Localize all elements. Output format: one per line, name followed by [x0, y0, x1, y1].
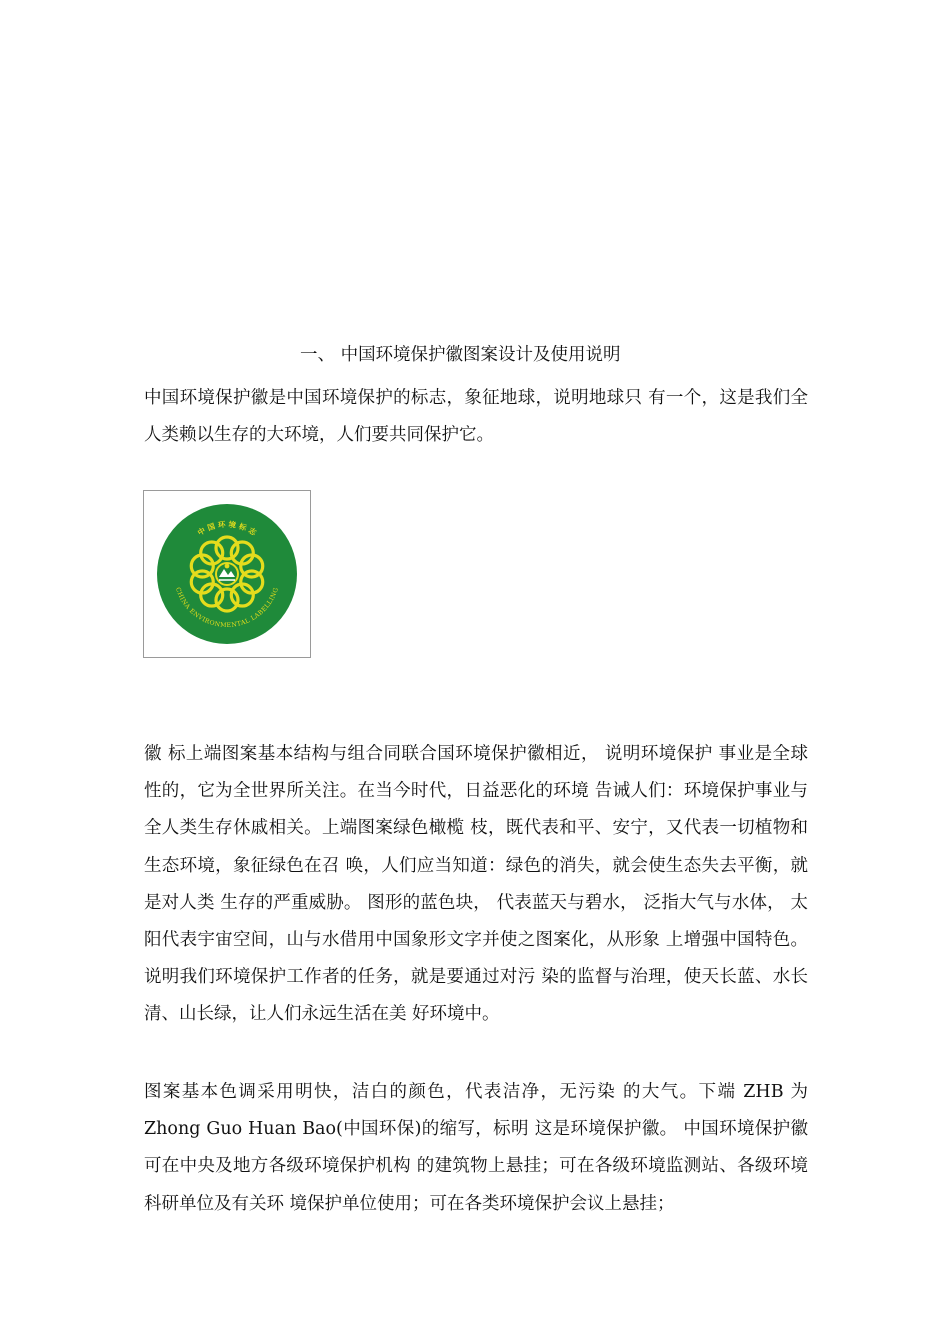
page-title: 一、 中国环境保护徽图案设计及使用说明 — [300, 345, 621, 365]
logo-center-emblem-icon — [216, 563, 238, 585]
environmental-label-logo-frame — [143, 490, 311, 658]
body-paragraph-symbolism: 徽 标上端图案基本结构与组合同联合国环境保护徽相近， 说明环境保护 事业是全球性的，它为全世界所关注。在当今时代，日益恶化的环境 告诫人们：环境保护事业与全人类生存休戚相关。上端图案绿色橄榄 枝，既代表和平、安宁，又代表一切植物和生态环境，象征绿色在召 唤，人们应当知道：绿色的消失，就会使生态失去平衡，就是对人类 生存的严重威胁。 图形的蓝色块， 代表蓝天与碧水， 泛指大气与水体， 太阳代表宇宙空间，山与水借用中国象形文字并使之图案化，从形象 上增强中国特色。说明我们环境保护工作者的任务，就是要通过对污 染的监督与治理，使天长蓝、水长清、山长绿，让人们永远生活在美 好环境中。 — [144, 744, 808, 1025]
logo-top-text: 中 国 环 境 标 志 — [196, 519, 258, 538]
body-paragraph-usage: 图案基本色调采用明快，洁白的颜色，代表洁净，无污染 的大气。下端 ZHB 为 Zhong Guo Huan Bao(中国环保)的缩写，标明 这是环境保护徽。 中国环境保护徽可在中央及地方各级环境保护机构 的建筑物上悬挂；可在各级环境监测站、各级环境科研单位及有关环 境保护单位使用；可在各类环境保护会议上悬挂； — [144, 1082, 808, 1214]
china-environmental-label-logo — [144, 491, 310, 657]
logo-bottom-text: CHINA ENVIRONMENTAL LABELLING — [173, 586, 281, 630]
intro-paragraph: 中国环境保护徽是中国环境保护的标志，象征地球，说明地球只 有一个，这是我们全人类赖以生存的大环境，人们要共同保护它。 — [144, 388, 808, 445]
